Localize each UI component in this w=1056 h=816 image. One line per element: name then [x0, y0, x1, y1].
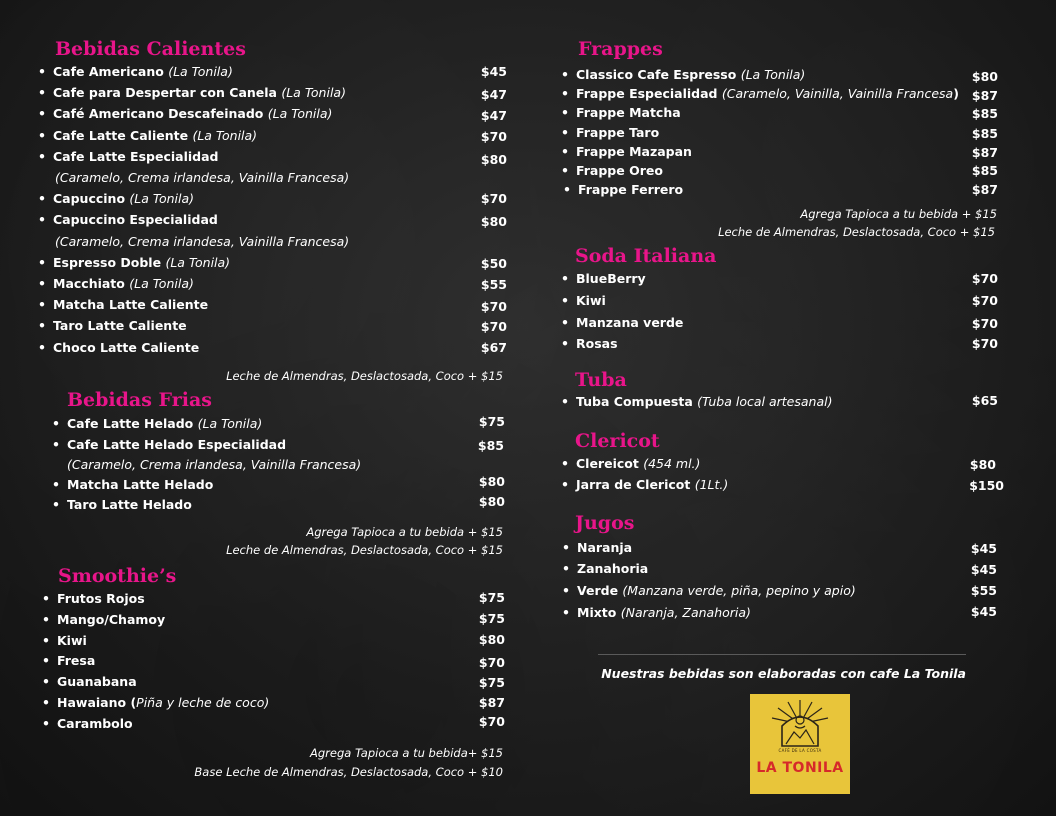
menu-item: • Carambolo: [42, 716, 133, 731]
section-title-soda-italiana: Soda Italiana: [575, 245, 717, 267]
item-price: $70: [971, 293, 998, 308]
item-price: $80: [971, 69, 998, 84]
section-footnote: Base Leche de Almendras, Deslactosada, Coco + $10: [194, 765, 503, 779]
menu-item: • Tuba Compuesta (Tuba local artesanal): [561, 394, 833, 409]
logo-name: LA TONILA: [756, 760, 844, 776]
menu-item: • BlueBerry: [561, 271, 646, 286]
menu-item: • Cafe para Despertar con Canela (La Tonila): [38, 85, 346, 100]
item-price: $70: [480, 129, 507, 144]
item-price: $87: [971, 88, 998, 103]
item-price: $75: [478, 590, 505, 605]
menu-item: • Frappe Oreo: [561, 163, 663, 178]
item-price: $55: [970, 583, 997, 598]
menu-item: • Mixto (Naranja, Zanahoria): [562, 605, 751, 620]
item-price: $55: [480, 277, 507, 292]
section-footnote: Agrega Tapioca a tu bebida + $15: [306, 525, 503, 539]
menu-item: • Frappe Especialidad (Caramelo, Vainilla, Vainilla Francesa): [561, 86, 959, 101]
item-price: $150: [969, 478, 1004, 493]
menu-item: • Cafe Latte Helado (La Tonila): [52, 416, 263, 431]
item-price: $65: [971, 393, 998, 408]
menu-item: • Naranja: [562, 540, 633, 555]
logo-emblem-icon: [750, 694, 850, 754]
section-footnote: Agrega Tapioca a tu bebida + $15: [800, 207, 997, 221]
menu-item: • Kiwi: [42, 633, 87, 648]
menu-item: • Frappe Mazapan: [561, 144, 692, 159]
item-price: $67: [480, 340, 507, 355]
item-price: $85: [971, 126, 998, 141]
menu-item: • Frutos Rojos: [42, 591, 145, 606]
item-price: $87: [971, 145, 998, 160]
item-price: $80: [478, 494, 505, 509]
item-price: $80: [478, 474, 505, 489]
section-footnote: Leche de Almendras, Deslactosada, Coco + $15: [226, 543, 503, 557]
menu-item: • Cafe Latte Especialidad: [38, 149, 219, 164]
section-title-tuba: Tuba: [575, 369, 627, 391]
la-tonila-logo: [750, 694, 850, 794]
menu-item: • Frappe Taro: [561, 125, 660, 140]
menu-item: • Café Americano Descafeinado (La Tonila): [38, 106, 333, 121]
item-price: $80: [478, 632, 505, 647]
menu-item: • Cafe Latte Caliente (La Tonila): [38, 128, 258, 143]
item-price: $70: [480, 299, 507, 314]
menu-item: • Clereicot (454 ml.): [561, 456, 701, 471]
section-title-bebidas-calientes: Bebidas Calientes: [55, 38, 246, 60]
section-footnote: Agrega Tapioca a tu bebida+ $15: [309, 746, 503, 760]
menu-item: • Kiwi: [561, 293, 606, 308]
item-price: $87: [971, 182, 998, 197]
item-description: (Caramelo, Crema irlandesa, Vainilla Francesa): [55, 234, 350, 249]
section-title-frappes: Frappes: [578, 38, 663, 60]
item-price: $45: [480, 64, 507, 79]
menu-item: • Hawaiano (Piña y leche de coco): [42, 695, 270, 710]
menu-item: • Mango/Chamoy: [42, 612, 166, 627]
item-price: $45: [970, 541, 997, 556]
menu-item: • Manzana verde: [561, 315, 684, 330]
section-footnote: Leche de Almendras, Deslactosada, Coco + $15: [718, 225, 995, 239]
menu-item: • Choco Latte Caliente: [38, 340, 200, 355]
divider: [598, 654, 966, 655]
item-price: $45: [970, 562, 997, 577]
menu-item: • Cafe Americano (La Tonila): [38, 64, 233, 79]
item-price: $70: [478, 655, 505, 670]
item-price: $85: [971, 106, 998, 121]
menu-item: • Frappe Matcha: [561, 105, 681, 120]
menu-item: • Guanabana: [42, 674, 137, 689]
item-description: (Caramelo, Crema irlandesa, Vainilla Francesa): [55, 170, 350, 185]
item-price: $70: [971, 316, 998, 331]
section-title-bebidas-frias: Bebidas Frias: [67, 389, 212, 411]
item-price: $85: [971, 163, 998, 178]
item-price: $75: [478, 675, 505, 690]
menu-item: • Capuccino Especialidad: [38, 212, 218, 227]
logo-tagline: CAFÉ DE LA COSTA: [778, 748, 822, 753]
menu-item: • Fresa: [42, 653, 96, 668]
menu-item: • Matcha Latte Helado: [52, 477, 214, 492]
brand-note: Nuestras bebidas son elaboradas con cafe La Tonila: [601, 666, 966, 681]
item-price: $87: [478, 695, 505, 710]
menu-item: • Zanahoria: [562, 561, 649, 576]
item-price: $70: [971, 271, 998, 286]
menu-item: • Matcha Latte Caliente: [38, 297, 209, 312]
menu-item: • Macchiato (La Tonila): [38, 276, 194, 291]
menu-item: • Taro Latte Caliente: [38, 318, 187, 333]
item-price: $70: [971, 336, 998, 351]
item-price: $70: [480, 319, 507, 334]
item-price: $47: [480, 108, 507, 123]
menu-item: • Jarra de Clericot (1Lt.): [561, 477, 729, 492]
menu-item: • Taro Latte Helado: [52, 497, 192, 512]
item-price: $80: [969, 457, 996, 472]
item-price: $85: [477, 438, 504, 453]
menu-item: • Classico Cafe Espresso (La Tonila): [561, 67, 806, 82]
menu-item: • Frappe Ferrero: [563, 182, 684, 197]
item-price: $70: [478, 714, 505, 729]
section-title-clericot: Clericot: [575, 430, 660, 452]
menu-item: • Espresso Doble (La Tonila): [38, 255, 231, 270]
item-price: $50: [480, 256, 507, 271]
section-footnote: Leche de Almendras, Deslactosada, Coco + $15: [226, 369, 503, 383]
item-price: $80: [480, 152, 507, 167]
section-title-jugos: Jugos: [575, 512, 635, 534]
menu-item: • Cafe Latte Helado Especialidad: [52, 437, 287, 452]
item-price: $70: [480, 191, 507, 206]
item-price: $75: [478, 414, 505, 429]
section-title-smoothies: Smoothie’s: [58, 565, 177, 587]
item-description: (Caramelo, Crema irlandesa, Vainilla Francesa): [67, 457, 362, 472]
menu-item: • Verde (Manzana verde, piña, pepino y apio): [562, 583, 856, 598]
item-price: $80: [480, 214, 507, 229]
item-price: $75: [478, 611, 505, 626]
item-price: $45: [970, 604, 997, 619]
menu-item: • Capuccino (La Tonila): [38, 191, 195, 206]
menu-item: • Rosas: [561, 336, 618, 351]
item-price: $47: [480, 87, 507, 102]
